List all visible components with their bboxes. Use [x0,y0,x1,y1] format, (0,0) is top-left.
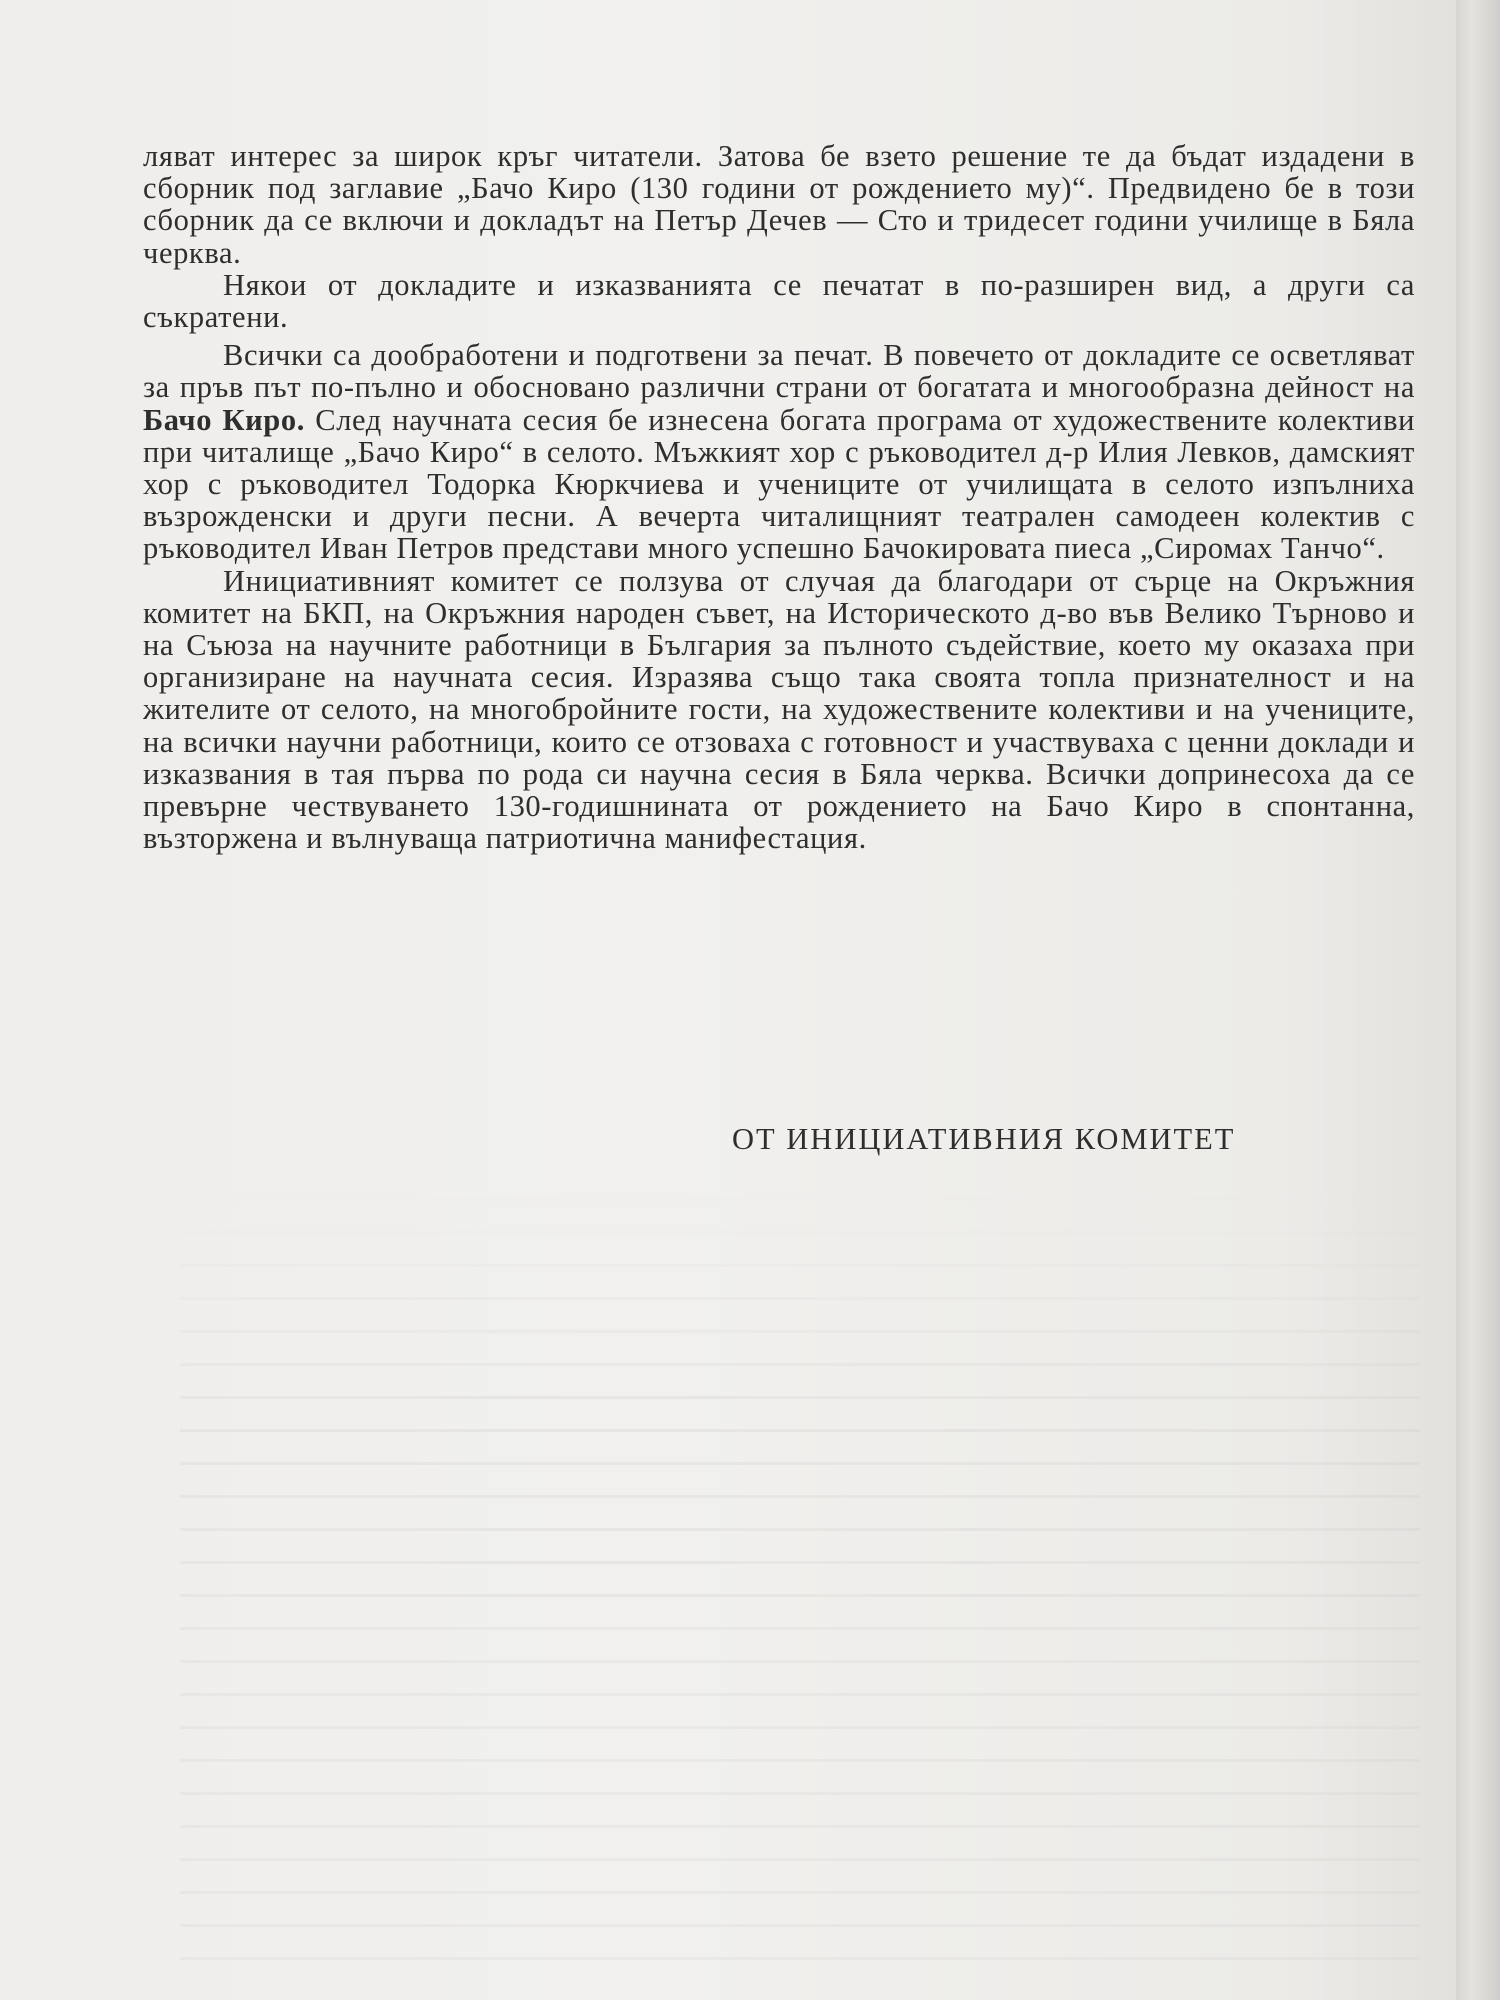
bleed-through-text [180,1180,1420,1960]
paragraph-1: ляват интерес за широк кръг читатели. Затова бе взето решение те да бъдат издадени в сборник под заглавие „Бачо Киро (130 години от рождението му)“. Предвидено бе в този сборник да се включи и докладът на Петър Дечев — Сто и тридесет години училище в Бяла черква. [143,139,1415,270]
paragraph-3-end: След научната сесия бе изнесена богата програма от художествените колективи при читалище „Бачо Киро“ в селото. Мъжкият хор с ръководител д-р Илия Левков, дамският хор с ръководител Тодорка Кюркчиева и учениците от училищата в селото изпълниха възрожденски и други песни. А вечерта читалищният театрален самодеен колектив с ръководител Иван Петров представи много успешно Бачокировата пиеса „Сиромах Танчо“. [143,402,1415,566]
signature: ОТ ИНИЦИАТИВНИЯ КОМИТЕТ [732,1122,1236,1156]
paragraph-3 [143,339,1415,564]
page-edge [1456,0,1500,2000]
bold-name-bacho-kiro: Бачо Киро. [143,402,305,437]
body-text [143,140,1415,854]
paragraph-4: Инициативният комитет се ползува от случая да благодари от сърце на Окръжния комитет на БКП, на Окръжния народен съвет, на Историческото д-во във Велико Търново и на Съюза на научните работници в България за пълното съдействие, което му оказаха при организиране на научната сесия. Изразява също така своята топла признателност и на жителите от селото, на многобройните гости, на художествените колективи и на учениците, на всички научни работници, които се отзоваха с готовност и участвуваха с ценни доклади и изказвания в тая първа по рода си научна сесия в Бяла черква. Всички допринесоха да се превърне чествуването 130-годишнината от рождението на Бачо Киро в спонтанна, възторжена и вълнуваща патриотична манифестация. [143,563,1415,856]
paragraph-3-start: Всички са дообработени и подготвени за печат. В повечето от докладите се осветляват за пръв път по-пълно и обосновано различни страни от богатата и многообразна дейност на [143,338,1415,405]
paragraph-2: Някои от докладите и изказванията се печатат в по-разширен вид, а други са съкратени. [143,267,1415,335]
